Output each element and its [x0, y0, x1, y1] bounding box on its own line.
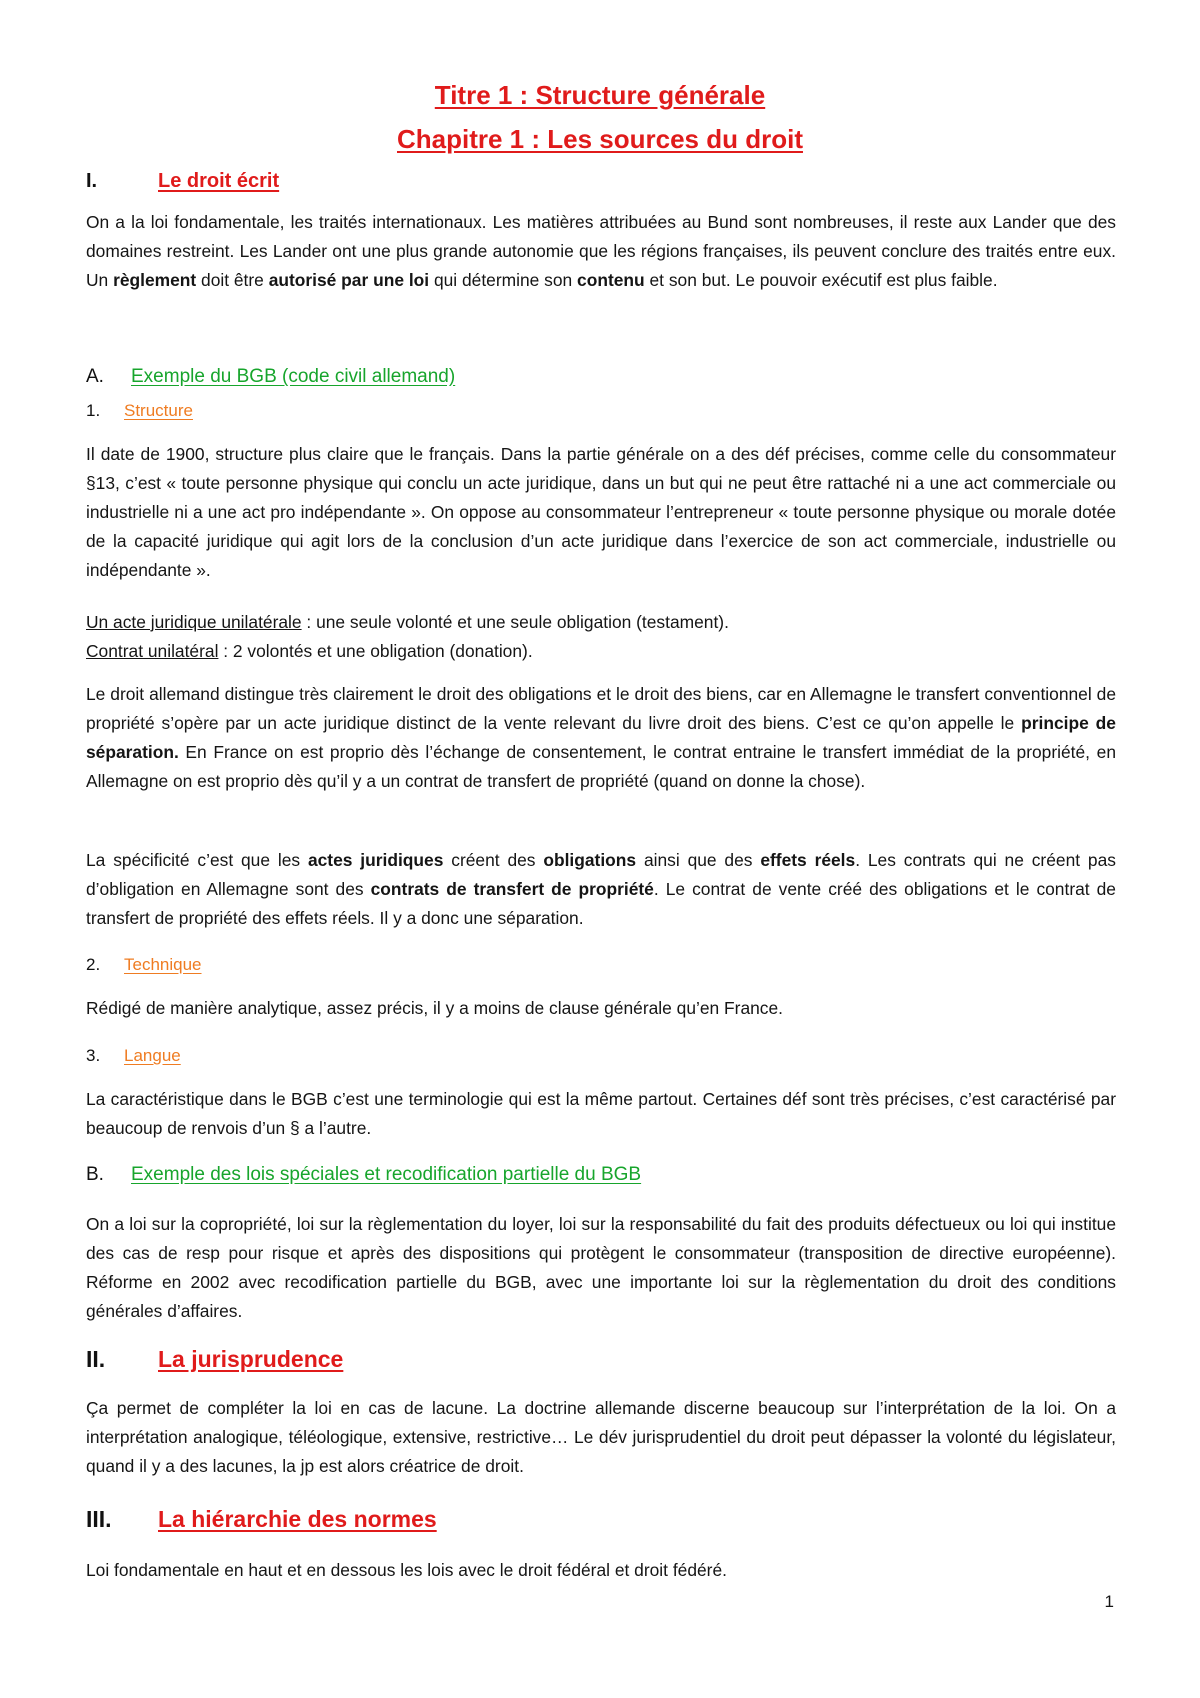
subsection-label: Exemple du BGB (code civil allemand): [131, 366, 456, 387]
paragraph-separation: Le droit allemand distingue très clairement le droit des obligations et le droit des biens, car en Allemagne le transfert conventionnel de propriété s’opère par un acte juridique distinct de la vente relevant du livre droit des biens. C’est ce qu’on appelle le principe de séparation. En France on est proprio dès l’échange de consentement, le contrat entraine le transfert immédiat de la propriété, en Allemagne on est proprio dès qu’il y a un contrat de transfert de propriété (quand on donne la chose).: [86, 684, 1116, 791]
paragraph-droit-ecrit: On a la loi fondamentale, les traités internationaux. Les matières attribuées au Bund sont nombreuses, il reste aux Lander que des domaines restreint. Les Lander ont une plus grande autonomie que les régions françaises, ils peuvent conclure des traités entre eux. Un règlement doit être autorisé par une loi qui détermine son contenu et son but. Le pouvoir exécutif est plus faible.: [86, 212, 1116, 290]
paragraph-hierarchie: Loi fondamentale en haut et en dessous les lois avec le droit fédéral et droit fédéré.: [86, 1560, 727, 1580]
paragraph-lois-speciales: On a loi sur la copropriété, loi sur la règlementation du loyer, loi sur la responsabilité du fait des produits défectueux ou loi qui institue des cas de resp pour risque et après des dispositions qui protègent le consommateur (transposition de directive européenne). Réforme en 2002 avec recodification partielle du BGB, avec une importante loi sur la règlementation du droit des conditions générales d’affaires.: [86, 1214, 1116, 1321]
section-number: I.: [86, 170, 98, 192]
section-number: II.: [86, 1346, 106, 1372]
subsection-heading-a: [86, 366, 455, 388]
document-title: Titre 1 : Structure générale: [434, 80, 766, 110]
definitions-block: Un acte juridique unilatérale : une seule volonté et une seule obligation (testament). Contrat unilatéral : 2 volontés et une obligation (donation).: [86, 612, 729, 661]
subsection-heading-b: [86, 1164, 641, 1186]
paragraph-langue: La caractéristique dans le BGB c’est une terminologie qui est la même partout. Certaines déf sont très précises, c’est caractérisé par beaucoup de renvois d’un § a l’autre.: [86, 1089, 1116, 1138]
item-number: 3.: [86, 1046, 101, 1065]
chapter-title: Chapitre 1 : Les sources du droit: [397, 124, 803, 154]
paragraph-jurisprudence: Ça permet de compléter la loi en cas de lacune. La doctrine allemande discerne beaucoup sur l’interprétation de la loi. On a interprétation analogique, téléologique, extensive, restrictive… Le dév jurisprudentiel du droit peut dépasser la volonté du législateur, quand il y a des lacunes, la jp est alors créatrice de droit.: [86, 1398, 1116, 1476]
subsection-number: B.: [86, 1164, 104, 1185]
definition-term: Un acte juridique unilatérale: [86, 612, 302, 632]
section-label: Le droit écrit: [158, 170, 280, 192]
section-number: III.: [86, 1506, 112, 1532]
subsection-number: A.: [86, 366, 104, 387]
item-heading-technique: [86, 955, 202, 975]
subsection-label: Exemple des lois spéciales et recodification partielle du BGB: [131, 1164, 642, 1185]
section-heading-3: [86, 1506, 437, 1533]
item-number: 1.: [86, 401, 101, 420]
item-heading-structure: [86, 401, 193, 421]
item-label: Technique: [124, 955, 202, 974]
item-label: Langue: [124, 1046, 181, 1065]
item-heading-langue: [86, 1046, 181, 1066]
section-heading-2: [86, 1346, 343, 1373]
definition-term: Contrat unilatéral: [86, 641, 219, 661]
paragraph-structure: Il date de 1900, structure plus claire que le français. Dans la partie générale on a des déf précises, comme celle du consommateur §13, c’est « toute personne physique qui conclu un acte juridique, dans un but qui ne peut être rattaché ni a une act commerciale ou industrielle ni a une act pro indépendante ». On oppose au consommateur l’entrepreneur « toute personne physique ou morale dotée de la capacité juridique qui agit lors de la conclusion d’un acte juridique dans l’exercice de son act commerciale, industrielle ou indépendante ».: [86, 444, 1116, 580]
page-number: 1: [1104, 1592, 1114, 1611]
paragraph-specificite: La spécificité c’est que les actes juridiques créent des obligations ainsi que des effets réels. Les contrats qui ne créent pas d’obligation en Allemagne sont des contrats de transfert de propriété. Le contrat de vente créé des obligations et le contrat de transfert de propriété des effets réels. Il y a donc une séparation.: [86, 850, 1116, 928]
section-label: La jurisprudence: [158, 1346, 344, 1372]
section-label: La hiérarchie des normes: [158, 1506, 437, 1532]
paragraph-technique: Rédigé de manière analytique, assez précis, il y a moins de clause générale qu’en France.: [86, 998, 783, 1018]
item-label: Structure: [124, 401, 193, 420]
item-number: 2.: [86, 955, 101, 974]
section-heading-1: [86, 170, 279, 193]
